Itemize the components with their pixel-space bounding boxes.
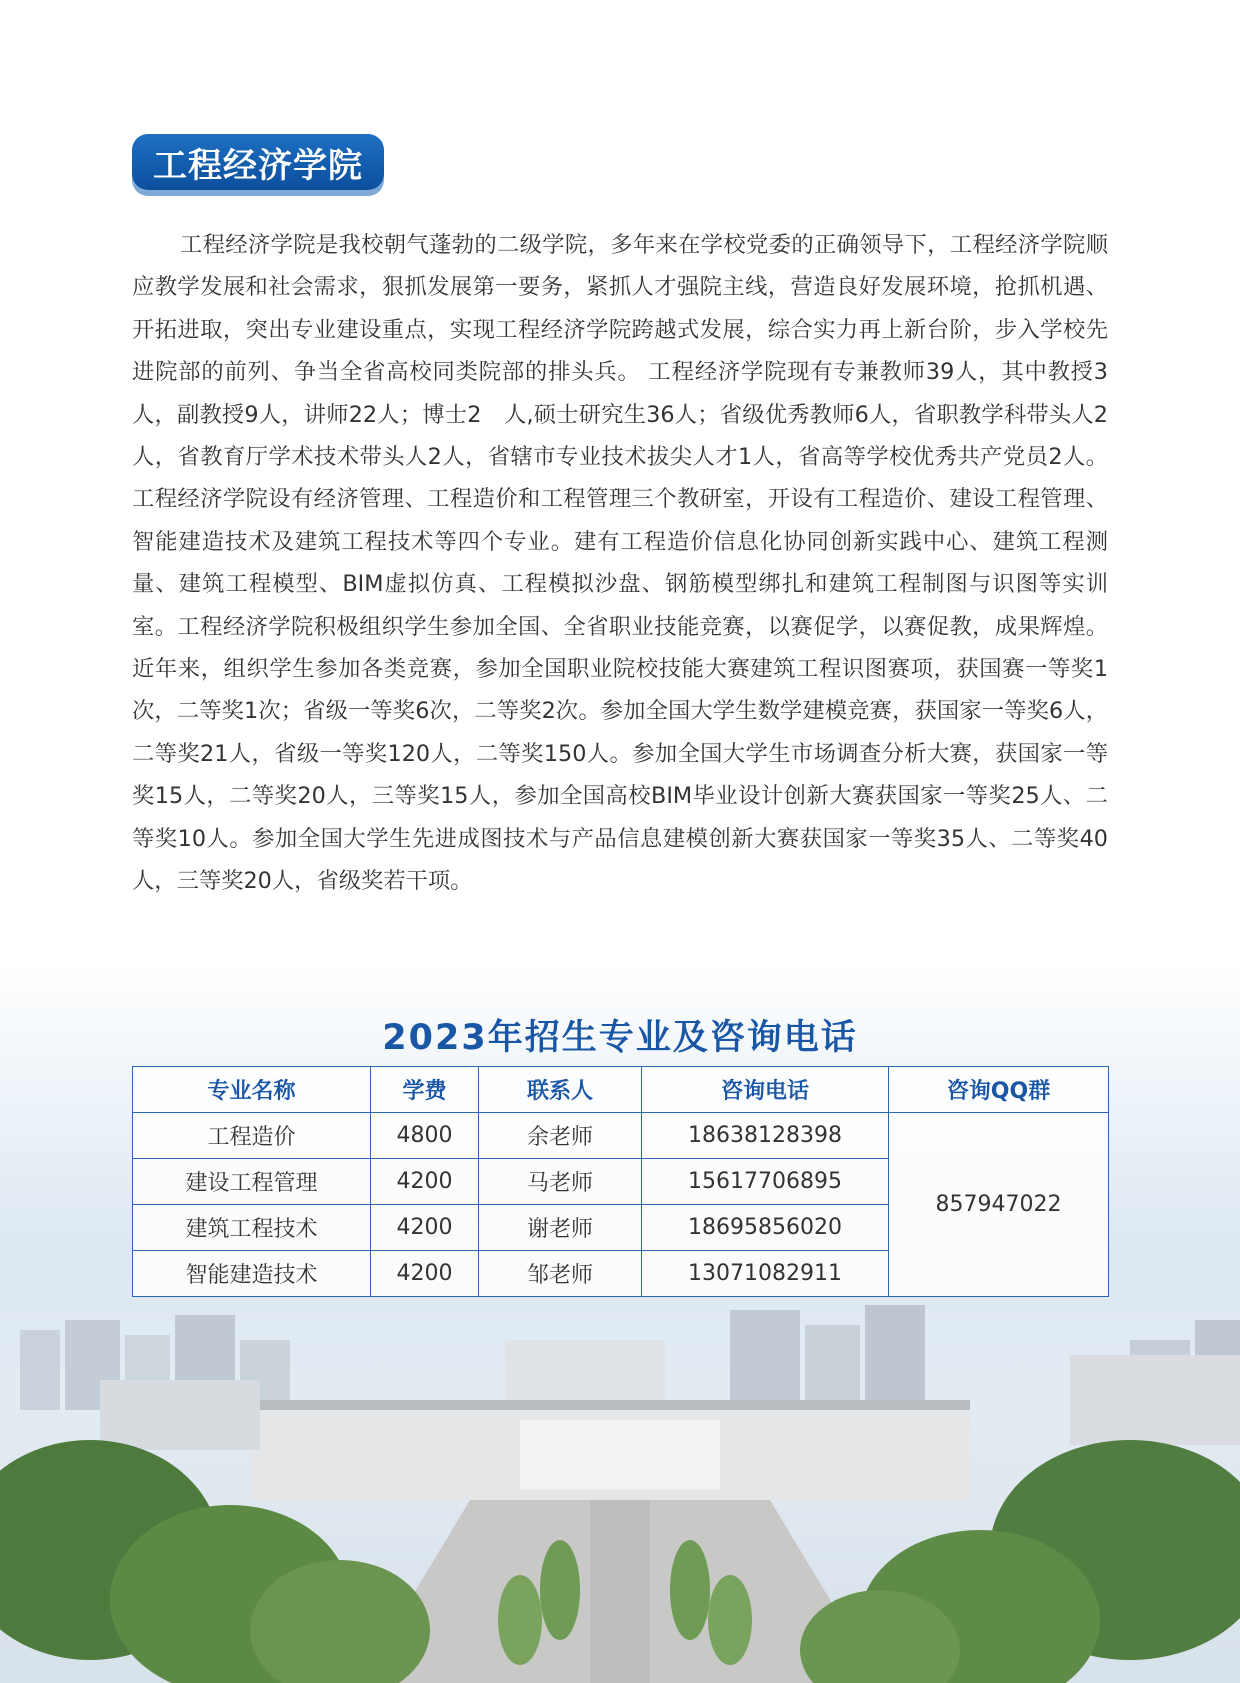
header-fee: 学费 bbox=[371, 1067, 479, 1113]
cell-contact: 邹老师 bbox=[479, 1251, 642, 1297]
cell-qq-group: 857947022 bbox=[889, 1113, 1109, 1297]
cell-phone: 15617706895 bbox=[642, 1159, 889, 1205]
table-header-row bbox=[133, 1067, 1109, 1113]
cell-phone: 18695856020 bbox=[642, 1205, 889, 1251]
admissions-title: 2023年招生专业及咨询电话 bbox=[382, 1018, 858, 1058]
campus-aerial-photo bbox=[0, 1300, 1240, 1683]
cell-major: 建设工程管理 bbox=[133, 1159, 371, 1205]
cell-major: 工程造价 bbox=[133, 1113, 371, 1159]
admissions-table bbox=[132, 1066, 1109, 1297]
section-title-badge bbox=[132, 134, 384, 190]
header-qq: 咨询QQ群 bbox=[889, 1067, 1109, 1113]
intro-paragraph: 工程经济学院是我校朝气蓬勃的二级学院，多年来在学校党委的正确领导下，工程经济学院顺应教学发展和社会需求，狠抓发展第一要务，紧抓人才强院主线，营造良好发展环境，抢抓机遇、开拓进取，突出专业建设重点，实现工程经济学院跨越式发展，综合实力再上新台阶，步入学校先进院部的前列、争当全省高校同类院部的排头兵。 工程经济学院现有专兼教师39人，其中教授3人，副教授9人，讲师22人；博士2 人,硕士研究生36人；省级优秀教师6人，省职教学科带头人2人，省教育厅学术技术带头人2人，省辖市专业技术拔尖人才1人，省高等学校优秀共产党员2人。工程经济学院设有经济管理、工程造价和工程管理三个教研室，开设有工程造价、建设工程管理、智能建造技术及建筑工程技术等四个专业。建有工程造价信息化协同创新实践中心、建筑工程测量、建筑工程模型、BIM虚拟仿真、工程模拟沙盘、钢筋模型绑扎和建筑工程制图与识图等实训室。工程经济学院积极组织学生参加全国、全省职业技能竞赛，以赛促学，以赛促教，成果辉煌。近年来，组织学生参加各类竞赛，参加全国职业院校技能大赛建筑工程识图赛项，获国赛一等奖1次，二等奖1次；省级一等奖6次，二等奖2次。参加全国大学生数学建模竞赛，获国家一等奖6人，二等奖21人，省级一等奖120人，二等奖150人。参加全国大学生市场调查分析大赛，获国家一等奖15人，二等奖20人，三等奖15人，参加全国高校BIM毕业设计创新大赛获国家一等奖25人、二等奖10人。参加全国大学生先进成图技术与产品信息建模创新大赛获国家一等奖35人、二等奖40人，三等奖20人，省级奖若干项。 bbox=[132, 232, 1108, 895]
section-title: 工程经济学院 bbox=[153, 145, 363, 186]
header-phone: 咨询电话 bbox=[642, 1067, 889, 1113]
cell-fee: 4800 bbox=[371, 1113, 479, 1159]
cell-contact: 余老师 bbox=[479, 1113, 642, 1159]
cell-major: 建筑工程技术 bbox=[133, 1205, 371, 1251]
cell-phone: 18638128398 bbox=[642, 1113, 889, 1159]
cell-phone: 13071082911 bbox=[642, 1251, 889, 1297]
cell-fee: 4200 bbox=[371, 1159, 479, 1205]
cell-major: 智能建造技术 bbox=[133, 1251, 371, 1297]
cell-contact: 谢老师 bbox=[479, 1205, 642, 1251]
header-major: 专业名称 bbox=[133, 1067, 371, 1113]
cell-contact: 马老师 bbox=[479, 1159, 642, 1205]
table-row bbox=[133, 1113, 1109, 1159]
cell-fee: 4200 bbox=[371, 1205, 479, 1251]
cell-fee: 4200 bbox=[371, 1251, 479, 1297]
header-contact: 联系人 bbox=[479, 1067, 642, 1113]
